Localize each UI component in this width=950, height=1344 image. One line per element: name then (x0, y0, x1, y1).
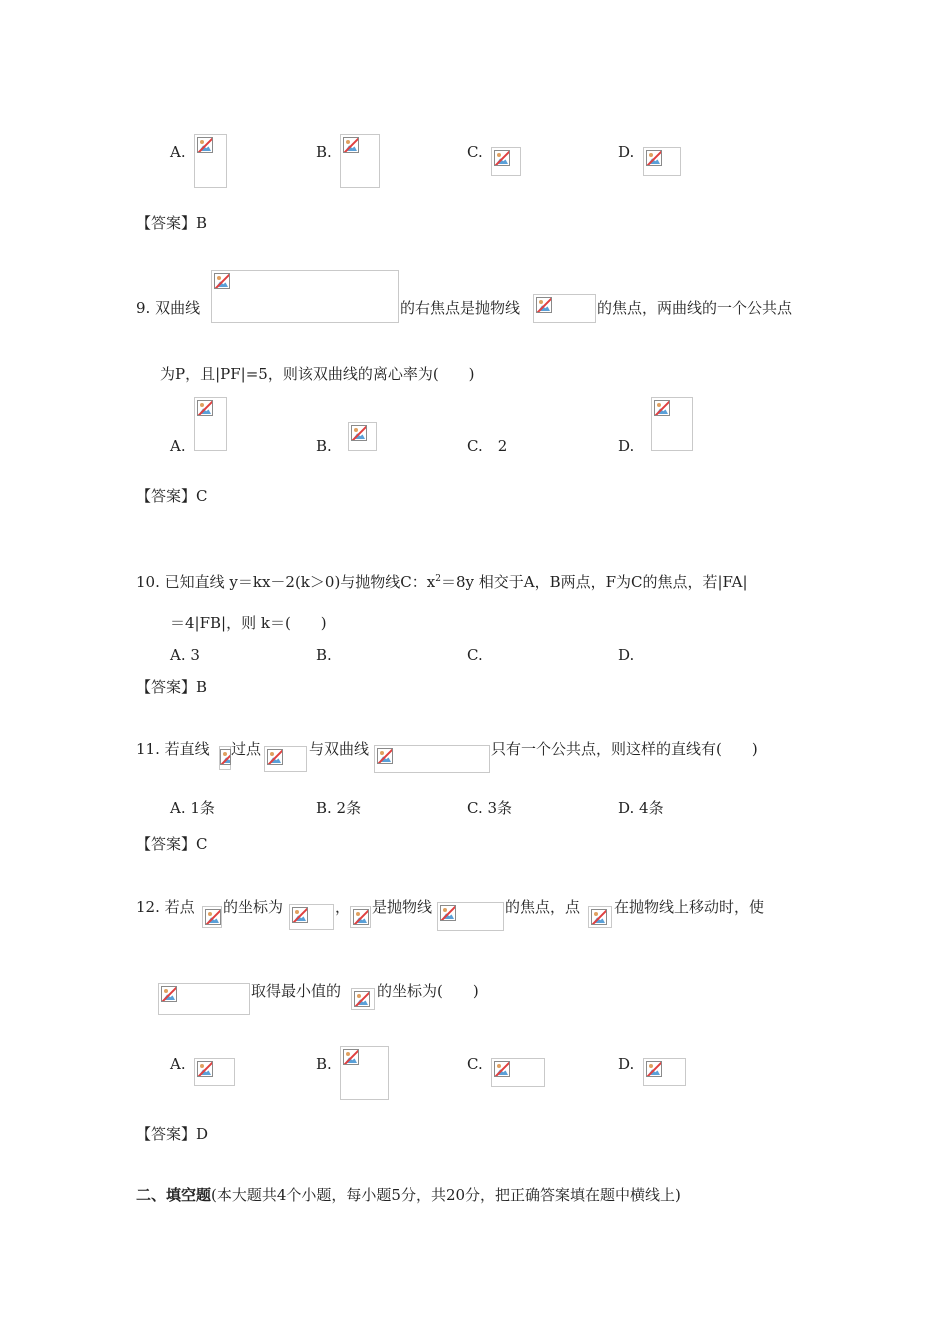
q9-option-d-label: D. (618, 437, 635, 455)
q12-point-p-2 (351, 988, 375, 1010)
q11-line-symbol (219, 746, 231, 770)
q8-option-d-image (643, 147, 681, 176)
q12-point-a (202, 906, 222, 928)
q10-answer: 【答案】B (136, 678, 208, 696)
q12-option-d-image (643, 1058, 686, 1086)
broken-image-icon (646, 150, 662, 166)
q12-text-8: 的坐标为( ) (377, 982, 479, 1000)
broken-image-icon (353, 909, 369, 925)
q9-text-3: 的焦点，两曲线的一个公共点 (597, 299, 793, 317)
q11-answer: 【答案】C (136, 835, 208, 853)
broken-image-icon (292, 907, 308, 923)
q12-text-1: 12. 若点 (136, 898, 195, 916)
q12-text-2: 的坐标为 (223, 898, 284, 916)
q10-text-line1 (136, 572, 748, 592)
q8-option-b-image (340, 134, 380, 188)
q8-answer: 【答案】B (136, 214, 208, 232)
q12-text-4: 是抛物线 (372, 898, 433, 916)
broken-image-icon (214, 273, 230, 289)
q8-option-a-image (194, 134, 227, 188)
q9-option-b-image (348, 422, 377, 451)
q12-option-d-label: D. (618, 1055, 635, 1073)
q12-option-b-image (340, 1046, 389, 1100)
q10-option-a: A. 3 (170, 646, 200, 664)
q11-text-1: 11. 若直线 (136, 740, 210, 758)
q9-option-d-image (651, 397, 693, 451)
broken-image-icon (591, 909, 607, 925)
q11-hyperbola-equation (374, 745, 490, 773)
q9-option-b-label: B. (316, 437, 332, 455)
q9-option-c: C. 2 (467, 437, 508, 455)
q8-option-b-label: B. (316, 143, 332, 161)
q12-option-b-label: B. (316, 1055, 332, 1073)
q11-text-2: 过点 (231, 740, 262, 758)
q11-option-a: A. 1条 (170, 799, 215, 817)
q11-option-c: C. 3条 (467, 799, 513, 817)
q11-text-4: 只有一个公共点，则这样的直线有( ) (491, 740, 758, 758)
broken-image-icon (536, 297, 552, 313)
q9-hyperbola-equation (211, 270, 399, 323)
broken-image-icon (161, 986, 177, 1002)
broken-image-icon (343, 137, 359, 153)
broken-image-icon (494, 1061, 510, 1077)
broken-image-icon (377, 748, 393, 764)
q9-answer: 【答案】C (136, 487, 208, 505)
broken-image-icon (343, 1049, 359, 1065)
broken-image-icon (205, 909, 221, 925)
broken-image-icon (197, 137, 213, 153)
q10-option-b: B. (316, 646, 332, 664)
q12-option-c-label: C. (467, 1055, 483, 1073)
q11-option-b: B. 2条 (316, 799, 362, 817)
q10-option-d: D. (618, 646, 635, 664)
broken-image-icon (197, 400, 213, 416)
q10-text-line1-b: ＝8y 相交于A，B两点，F为C的焦点，若|FA| (440, 573, 748, 591)
q12-point-p (588, 906, 612, 928)
q11-option-d: D. 4条 (618, 799, 664, 817)
section-2-description: (本大题共4个小题，每小题5分，共20分，把正确答案填在题中横线上) (211, 1186, 681, 1204)
q9-text-2: 的右焦点是抛物线 (400, 299, 521, 317)
q12-answer: 【答案】D (136, 1125, 209, 1143)
q12-option-a-image (194, 1058, 235, 1086)
broken-image-icon (646, 1061, 662, 1077)
broken-image-icon (351, 425, 367, 441)
broken-image-icon (440, 905, 456, 921)
broken-image-icon (494, 150, 510, 166)
q10-text-line2: ＝4|FB|，则 k＝( ) (170, 614, 327, 632)
q12-text-7: 取得最小值的 (251, 982, 342, 1000)
q12-text-5: 的焦点，点 (505, 898, 581, 916)
section-2-heading: 二、填空题 (136, 1186, 212, 1204)
q9-text-1: 9. 双曲线 (136, 299, 201, 317)
q12-option-c-image (491, 1058, 545, 1087)
q8-option-a-label: A. (170, 143, 186, 161)
broken-image-icon (197, 1061, 213, 1077)
q9-text-line2: 为P，且|PF|=5，则该双曲线的离心率为( ) (160, 365, 475, 383)
q11-point (264, 746, 307, 772)
q8-option-d-label: D. (618, 143, 635, 161)
q12-text-3: ， (335, 898, 351, 916)
broken-image-icon (267, 749, 283, 765)
q10-superscript: 2 (435, 574, 441, 584)
q12-coordinate (289, 904, 334, 930)
q10-option-c: C. (467, 646, 483, 664)
q9-parabola-equation (533, 294, 596, 323)
q12-distance-expression (158, 983, 250, 1015)
q8-option-c-image (491, 147, 521, 176)
q12-text-6: 在抛物线上移动时，使 (614, 898, 765, 916)
q12-option-a-label: A. (170, 1055, 186, 1073)
q12-focus-f (350, 906, 371, 928)
broken-image-icon (354, 991, 370, 1007)
q9-option-a-image (194, 397, 227, 451)
q12-parabola-equation (437, 902, 504, 931)
broken-image-icon (220, 749, 231, 765)
q10-text-line1-a: 10. 已知直线 y＝kx－2(k＞0)与抛物线C：x (136, 573, 436, 591)
q9-option-a-label: A. (170, 437, 186, 455)
section-2-heading-line (136, 1185, 681, 1205)
q8-option-c-label: C. (467, 143, 483, 161)
q11-text-3: 与双曲线 (309, 740, 370, 758)
broken-image-icon (654, 400, 670, 416)
